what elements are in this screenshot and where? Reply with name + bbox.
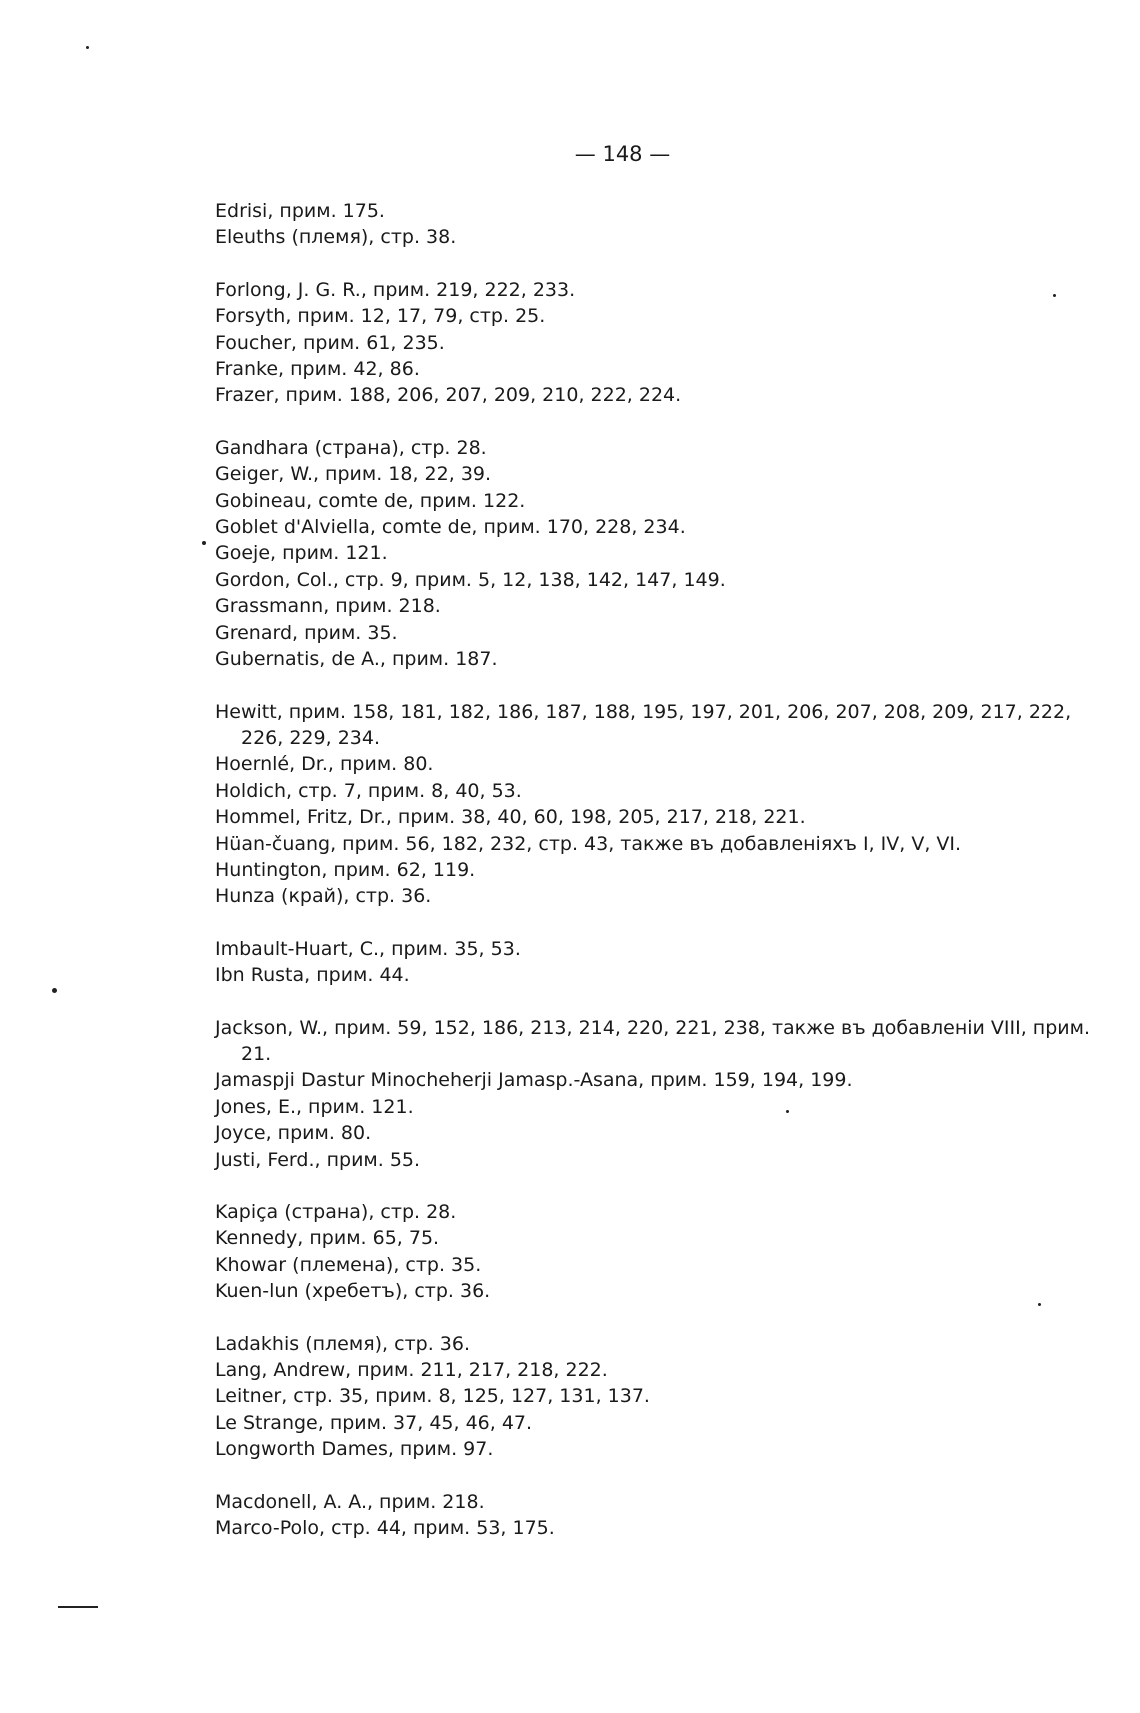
index-entry: Jackson, W., прим. 59, 152, 186, 213, 214, 220, 221, 238, также въ добавленіи VIII, прим. 21. <box>215 1016 1091 1065</box>
index-entry: Gandhara (страна), стр. 28. <box>215 436 487 459</box>
index-group <box>215 1199 1095 1305</box>
index-entry: Eleuths (племя), стр. 38. <box>215 226 457 249</box>
index-entry: Hewitt, прим. 158, 181, 182, 186, 187, 188, 195, 197, 201, 206, 207, 208, 209, 217, 222, 226, 229, 234. <box>215 700 1072 749</box>
index-entry: Jamaspji Dastur Minocheherji Jamasp.-Asana, прим. 159, 194, 199. <box>215 1069 853 1092</box>
print-speck <box>1053 294 1056 297</box>
index-group <box>215 1015 1095 1173</box>
index-entry: Frazer, прим. 188, 206, 207, 209, 210, 222, 224. <box>215 384 682 407</box>
index-entry: Grassmann, прим. 218. <box>215 595 441 618</box>
index-entry: Grenard, прим. 35. <box>215 621 398 644</box>
index-entry: Joyce, прим. 80. <box>215 1122 372 1145</box>
index-entry: Goblet d'Alviella, comte de, прим. 170, 228, 234. <box>215 516 686 539</box>
index-group <box>215 1489 1095 1542</box>
index-entry: Holdich, стр. 7, прим. 8, 40, 53. <box>215 779 522 802</box>
page-number: — 148 — <box>574 142 671 166</box>
index-entry: Hommel, Fritz, Dr., прим. 38, 40, 60, 198, 205, 217, 218, 221. <box>215 806 806 829</box>
print-speck <box>52 988 57 993</box>
index-group <box>215 277 1095 409</box>
index-entry: Ladakhis (племя), стр. 36. <box>215 1332 470 1355</box>
index-entry: Ibn Rusta, прим. 44. <box>215 964 410 987</box>
index-entry: Gordon, Col., стр. 9, прим. 5, 12, 138, 142, 147, 149. <box>215 568 726 591</box>
print-speck <box>86 46 89 49</box>
index-entry: Geiger, W., прим. 18, 22, 39. <box>215 463 492 486</box>
index-entry: Leitner, стр. 35, прим. 8, 125, 127, 131, 137. <box>215 1385 650 1408</box>
index-entry: Macdonell, A. A., прим. 218. <box>215 1490 485 1513</box>
index-group <box>215 1331 1095 1463</box>
index-group <box>215 936 1095 989</box>
print-speck <box>202 541 206 545</box>
index-entry: Forlong, J. G. R., прим. 219, 222, 233. <box>215 278 576 301</box>
index-entry: Lang, Andrew, прим. 211, 217, 218, 222. <box>215 1359 608 1382</box>
index-entry: Hoernlé, Dr., прим. 80. <box>215 753 434 776</box>
index-entry: Kennedy, прим. 65, 75. <box>215 1227 440 1250</box>
index-entry: Kapiça (страна), стр. 28. <box>215 1201 457 1223</box>
index-group <box>215 699 1095 910</box>
index-entry: Longworth Dames, прим. 97. <box>215 1438 494 1461</box>
index-entry: Gubernatis, de A., прим. 187. <box>215 648 498 671</box>
index-list <box>215 198 1095 1567</box>
index-group <box>215 435 1095 673</box>
index-entry: Forsyth, прим. 12, 17, 79, стр. 25. <box>215 305 546 328</box>
index-entry: Franke, прим. 42, 86. <box>215 358 420 381</box>
index-entry: Gobineau, comte de, прим. 122. <box>215 489 526 512</box>
index-entry: Le Strange, прим. 37, 45, 46, 47. <box>215 1411 533 1434</box>
index-entry: Hüan-čuang, прим. 56, 182, 232, стр. 43, также въ добавленіяхъ I, IV, V, VI. <box>215 832 962 855</box>
index-group <box>215 198 1095 251</box>
index-entry: Hunza (край), стр. 36. <box>215 885 432 908</box>
margin-rule <box>58 1606 98 1608</box>
index-entry: Jones, E., прим. 121. <box>215 1095 414 1118</box>
index-entry: Khowar (племена), стр. 35. <box>215 1253 482 1276</box>
index-entry: Marco-Polo, стр. 44, прим. 53, 175. <box>215 1517 555 1540</box>
print-speck <box>1038 1303 1041 1306</box>
index-entry: Kuen-lun (хребетъ), стр. 36. <box>215 1280 491 1303</box>
print-speck <box>786 1110 789 1113</box>
index-entry: Foucher, прим. 61, 235. <box>215 331 445 354</box>
index-entry: Imbault-Huart, C., прим. 35, 53. <box>215 937 521 960</box>
index-entry: Huntington, прим. 62, 119. <box>215 858 476 881</box>
index-entry: Edrisi, прим. 175. <box>215 200 385 222</box>
index-entry: Justi, Ferd., прим. 55. <box>215 1148 421 1171</box>
index-entry: Goeje, прим. 121. <box>215 542 388 565</box>
